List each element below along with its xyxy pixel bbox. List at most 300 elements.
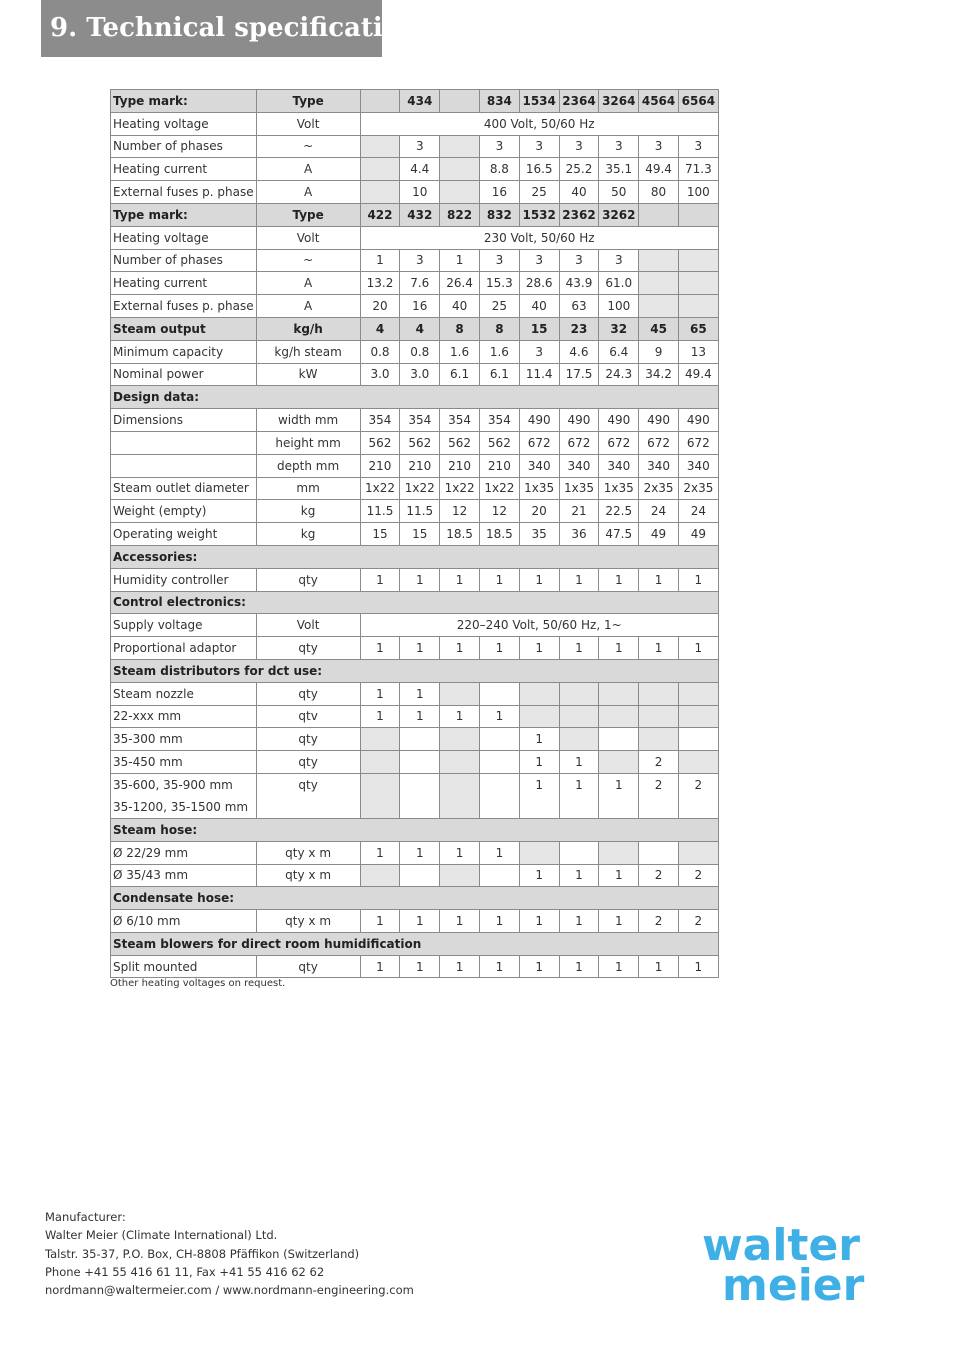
value-cell: 63 xyxy=(559,295,599,318)
value-cell: 1 xyxy=(479,568,519,591)
value-cell: 36 xyxy=(559,523,599,546)
value-cell: 28.6 xyxy=(519,272,559,295)
row-label: Number of phases xyxy=(111,135,257,158)
value-cell: 1 xyxy=(559,910,599,933)
row-unit: kW xyxy=(256,363,360,386)
value-cell: 822 xyxy=(440,203,480,226)
table-row xyxy=(111,841,719,864)
value-cell: 15.3 xyxy=(479,272,519,295)
value-cell: 1 xyxy=(479,705,519,728)
value-cell: 1 xyxy=(479,910,519,933)
value-cell xyxy=(599,705,639,728)
value-cell: 15 xyxy=(400,523,440,546)
value-cell: 35 xyxy=(519,523,559,546)
section-title: Steam blowers for direct room humidification xyxy=(111,932,719,955)
value-cell: 4.6 xyxy=(559,340,599,363)
value-cell: 1532 xyxy=(519,203,559,226)
value-cell: 354 xyxy=(360,409,400,432)
value-cell: 50 xyxy=(599,181,639,204)
value-cell: 1 xyxy=(519,864,559,887)
table-row xyxy=(111,773,719,818)
spanning-value: 230 Volt, 50/60 Hz xyxy=(360,226,718,249)
value-cell xyxy=(678,682,718,705)
value-cell: 672 xyxy=(519,431,559,454)
row-label: Steam output xyxy=(111,317,257,340)
value-cell xyxy=(639,295,679,318)
row-unit: kg xyxy=(256,500,360,523)
value-cell: 3 xyxy=(559,135,599,158)
row-label: Heating voltage xyxy=(111,226,257,249)
value-cell: 1x22 xyxy=(440,477,480,500)
footer-line: Talstr. 35-37, P.O. Box, CH-8808 Pfäffikon (Switzerland) xyxy=(45,1246,360,1261)
row-label: Supply voltage xyxy=(111,614,257,637)
section-header-row xyxy=(111,591,719,614)
value-cell: 4 xyxy=(360,317,400,340)
value-cell: 49.4 xyxy=(639,158,679,181)
value-cell: 672 xyxy=(599,431,639,454)
table-row xyxy=(111,363,719,386)
value-cell: 16 xyxy=(479,181,519,204)
value-cell: 3 xyxy=(599,249,639,272)
table-row xyxy=(111,523,719,546)
value-cell: 1 xyxy=(599,637,639,660)
row-label: Steam outlet diameter xyxy=(111,477,257,500)
value-cell: 1 xyxy=(360,637,400,660)
value-cell xyxy=(519,705,559,728)
value-cell: 490 xyxy=(678,409,718,432)
row-unit: depth mm xyxy=(256,454,360,477)
row-label: Operating weight xyxy=(111,523,257,546)
section-header-row xyxy=(111,887,719,910)
value-cell: 1x22 xyxy=(360,477,400,500)
value-cell: 1 xyxy=(440,955,480,978)
row-unit: qty xyxy=(256,751,360,774)
value-cell: 1 xyxy=(360,568,400,591)
row-label: Ø 22/29 mm xyxy=(111,841,257,864)
value-cell: 35.1 xyxy=(599,158,639,181)
row-label: Weight (empty) xyxy=(111,500,257,523)
value-cell xyxy=(440,864,480,887)
value-cell: 1x35 xyxy=(559,477,599,500)
table-row xyxy=(111,272,719,295)
row-label: Heating voltage xyxy=(111,112,257,135)
value-cell xyxy=(678,203,718,226)
value-cell xyxy=(360,158,400,181)
value-cell: 1 xyxy=(519,773,559,818)
value-cell: 24 xyxy=(678,500,718,523)
value-cell: 1 xyxy=(519,751,559,774)
value-cell xyxy=(440,773,480,818)
value-cell: 9 xyxy=(639,340,679,363)
table-row xyxy=(111,158,719,181)
value-cell: 40 xyxy=(559,181,599,204)
section-header-row xyxy=(111,818,719,841)
value-cell: 2364 xyxy=(559,90,599,113)
row-unit: height mm xyxy=(256,431,360,454)
value-cell: 1 xyxy=(519,955,559,978)
value-cell: 61.0 xyxy=(599,272,639,295)
value-cell: 16 xyxy=(400,295,440,318)
value-cell xyxy=(639,841,679,864)
value-cell xyxy=(360,728,400,751)
value-cell: 3264 xyxy=(599,90,639,113)
value-cell xyxy=(479,751,519,774)
value-cell: 45 xyxy=(639,317,679,340)
row-unit: qty xyxy=(256,955,360,978)
spec-table xyxy=(110,89,719,978)
row-unit: Volt xyxy=(256,226,360,249)
table-row xyxy=(111,431,719,454)
value-cell: 1 xyxy=(599,773,639,818)
footer-line: nordmann@waltermeier.com / www.nordmann-engineering.com xyxy=(45,1283,414,1298)
value-cell: 432 xyxy=(400,203,440,226)
value-cell: 49 xyxy=(678,523,718,546)
value-cell: 25.2 xyxy=(559,158,599,181)
table-row xyxy=(111,637,719,660)
table-row xyxy=(111,340,719,363)
value-cell: 1 xyxy=(678,637,718,660)
footer-line: Manufacturer: xyxy=(45,1210,126,1224)
value-cell: 434 xyxy=(400,90,440,113)
table-row xyxy=(111,955,719,978)
value-cell: 340 xyxy=(639,454,679,477)
row-unit: width mm xyxy=(256,409,360,432)
value-cell: 13.2 xyxy=(360,272,400,295)
value-cell: 1 xyxy=(559,773,599,818)
row-label: Number of phases xyxy=(111,249,257,272)
value-cell: 20 xyxy=(519,500,559,523)
table-row xyxy=(111,864,719,887)
value-cell: 1 xyxy=(559,751,599,774)
row-label-line: 35-600, 35-900 mm xyxy=(113,777,233,792)
value-cell xyxy=(559,682,599,705)
value-cell xyxy=(440,90,480,113)
row-label-line: 35-1200, 35-1500 mm xyxy=(113,799,249,814)
value-cell: 1x22 xyxy=(400,477,440,500)
value-cell xyxy=(678,841,718,864)
value-cell: 25 xyxy=(479,295,519,318)
value-cell: 210 xyxy=(479,454,519,477)
value-cell xyxy=(639,272,679,295)
value-cell: 1 xyxy=(639,637,679,660)
value-cell: 26.4 xyxy=(440,272,480,295)
value-cell: 340 xyxy=(678,454,718,477)
value-cell: 6.1 xyxy=(479,363,519,386)
value-cell: 20 xyxy=(360,295,400,318)
row-unit: Volt xyxy=(256,112,360,135)
value-cell: 4.4 xyxy=(400,158,440,181)
value-cell: 1 xyxy=(400,705,440,728)
value-cell: 3 xyxy=(559,249,599,272)
value-cell: 3 xyxy=(599,135,639,158)
value-cell: 340 xyxy=(519,454,559,477)
footnote: Other heating voltages on request. xyxy=(110,978,286,989)
value-cell: 3.0 xyxy=(400,363,440,386)
value-cell xyxy=(440,181,480,204)
value-cell: 562 xyxy=(360,431,400,454)
row-label xyxy=(111,454,257,477)
value-cell xyxy=(479,773,519,818)
value-cell: 1 xyxy=(440,841,480,864)
value-cell: 3 xyxy=(678,135,718,158)
value-cell xyxy=(479,682,519,705)
value-cell: 1 xyxy=(599,910,639,933)
row-label: Proportional adaptor xyxy=(111,637,257,660)
value-cell xyxy=(678,272,718,295)
value-cell: 3 xyxy=(400,249,440,272)
value-cell: 8 xyxy=(479,317,519,340)
value-cell xyxy=(479,728,519,751)
row-unit: qty xyxy=(256,637,360,660)
value-cell: 1 xyxy=(400,955,440,978)
value-cell: 1 xyxy=(519,728,559,751)
value-cell: 1 xyxy=(559,864,599,887)
value-cell: 490 xyxy=(599,409,639,432)
row-label: Minimum capacity xyxy=(111,340,257,363)
row-label: Heating current xyxy=(111,272,257,295)
row-unit: kg/h xyxy=(256,317,360,340)
value-cell: 1 xyxy=(639,568,679,591)
value-cell: 1 xyxy=(479,955,519,978)
row-label: Ø 35/43 mm xyxy=(111,864,257,887)
value-cell: 2x35 xyxy=(678,477,718,500)
row-unit: A xyxy=(256,158,360,181)
section-header-row xyxy=(111,932,719,955)
value-cell: 562 xyxy=(479,431,519,454)
value-cell: 1 xyxy=(639,955,679,978)
section-header-row xyxy=(111,545,719,568)
value-cell: 210 xyxy=(440,454,480,477)
type-header-row xyxy=(111,203,719,226)
value-cell xyxy=(440,682,480,705)
row-label: 35-450 mm xyxy=(111,751,257,774)
value-cell: 8 xyxy=(440,317,480,340)
value-cell: 340 xyxy=(559,454,599,477)
row-unit: qty xyxy=(256,773,360,818)
value-cell: 1 xyxy=(559,568,599,591)
value-cell: 4 xyxy=(400,317,440,340)
value-cell: 12 xyxy=(479,500,519,523)
value-cell xyxy=(360,135,400,158)
value-cell: 1.6 xyxy=(440,340,480,363)
table-row xyxy=(111,409,719,432)
value-cell xyxy=(360,864,400,887)
value-cell xyxy=(559,728,599,751)
value-cell: 1 xyxy=(360,910,400,933)
logo-line-1: walter xyxy=(702,1220,860,1271)
row-label: Nominal power xyxy=(111,363,257,386)
table-row xyxy=(111,910,719,933)
row-label xyxy=(111,431,257,454)
value-cell: 11.4 xyxy=(519,363,559,386)
table-row xyxy=(111,568,719,591)
value-cell: 1 xyxy=(599,568,639,591)
value-cell: 1 xyxy=(440,910,480,933)
value-cell: 18.5 xyxy=(440,523,480,546)
table-row xyxy=(111,249,719,272)
row-unit: kg xyxy=(256,523,360,546)
value-cell xyxy=(599,841,639,864)
value-cell: 1 xyxy=(400,910,440,933)
value-cell xyxy=(678,728,718,751)
value-cell xyxy=(360,90,400,113)
value-cell: 3 xyxy=(400,135,440,158)
value-cell: 3.0 xyxy=(360,363,400,386)
value-cell: 22.5 xyxy=(599,500,639,523)
value-cell xyxy=(559,705,599,728)
spanning-value: 400 Volt, 50/60 Hz xyxy=(360,112,718,135)
value-cell: 1 xyxy=(559,637,599,660)
table-row xyxy=(111,682,719,705)
value-cell: 17.5 xyxy=(559,363,599,386)
value-cell: 25 xyxy=(519,181,559,204)
value-cell: 6.4 xyxy=(599,340,639,363)
table-row xyxy=(111,705,719,728)
value-cell xyxy=(678,751,718,774)
value-cell: 340 xyxy=(599,454,639,477)
walter-meier-logo xyxy=(700,1220,890,1304)
value-cell: 7.6 xyxy=(400,272,440,295)
value-cell: 13 xyxy=(678,340,718,363)
value-cell: 1 xyxy=(360,955,400,978)
value-cell: 1x22 xyxy=(479,477,519,500)
row-label: Type mark: xyxy=(111,90,257,113)
type-header-row xyxy=(111,317,719,340)
row-label: Ø 6/10 mm xyxy=(111,910,257,933)
value-cell: 3 xyxy=(479,135,519,158)
row-label: External fuses p. phase xyxy=(111,181,257,204)
value-cell: 672 xyxy=(678,431,718,454)
page-title: 9. Technical specifications xyxy=(41,0,382,57)
value-cell: 354 xyxy=(440,409,480,432)
spanning-value: 220–240 Volt, 50/60 Hz, 1~ xyxy=(360,614,718,637)
value-cell: 2 xyxy=(678,773,718,818)
value-cell: 1 xyxy=(479,841,519,864)
value-cell: 490 xyxy=(559,409,599,432)
value-cell xyxy=(360,181,400,204)
section-title: Steam distributors for dct use: xyxy=(111,659,719,682)
value-cell: 15 xyxy=(519,317,559,340)
value-cell: 1 xyxy=(400,568,440,591)
value-cell: 4564 xyxy=(639,90,679,113)
row-unit: qty x m xyxy=(256,864,360,887)
value-cell xyxy=(599,682,639,705)
table-row xyxy=(111,112,719,135)
value-cell: 65 xyxy=(678,317,718,340)
section-title: Design data: xyxy=(111,386,719,409)
value-cell: 490 xyxy=(639,409,679,432)
value-cell: 834 xyxy=(479,90,519,113)
value-cell: 2 xyxy=(678,910,718,933)
value-cell: 2x35 xyxy=(639,477,679,500)
table-row xyxy=(111,181,719,204)
value-cell: 23 xyxy=(559,317,599,340)
value-cell: 1 xyxy=(400,841,440,864)
value-cell: 490 xyxy=(519,409,559,432)
table-row xyxy=(111,226,719,249)
value-cell: 2 xyxy=(639,864,679,887)
value-cell: 1 xyxy=(440,705,480,728)
value-cell xyxy=(639,705,679,728)
row-label: 35-300 mm xyxy=(111,728,257,751)
value-cell: 24 xyxy=(639,500,679,523)
value-cell xyxy=(360,751,400,774)
value-cell: 3 xyxy=(639,135,679,158)
value-cell: 1 xyxy=(440,568,480,591)
row-label: External fuses p. phase xyxy=(111,295,257,318)
value-cell: 1 xyxy=(599,955,639,978)
value-cell: 80 xyxy=(639,181,679,204)
row-unit: A xyxy=(256,272,360,295)
value-cell: 12 xyxy=(440,500,480,523)
value-cell: 49 xyxy=(639,523,679,546)
value-cell: 1x35 xyxy=(599,477,639,500)
value-cell xyxy=(639,249,679,272)
value-cell: 1 xyxy=(440,249,480,272)
row-label: Dimensions xyxy=(111,409,257,432)
value-cell: 11.5 xyxy=(360,500,400,523)
value-cell: 672 xyxy=(639,431,679,454)
value-cell: 49.4 xyxy=(678,363,718,386)
value-cell: 3 xyxy=(519,135,559,158)
value-cell: 43.9 xyxy=(559,272,599,295)
value-cell: 210 xyxy=(360,454,400,477)
value-cell: 3 xyxy=(519,340,559,363)
value-cell: 32 xyxy=(599,317,639,340)
row-label: 22-xxx mm xyxy=(111,705,257,728)
table-row xyxy=(111,751,719,774)
row-unit: Volt xyxy=(256,614,360,637)
section-header-row xyxy=(111,659,719,682)
row-unit: ~ xyxy=(256,249,360,272)
value-cell: 562 xyxy=(440,431,480,454)
value-cell: 1 xyxy=(400,637,440,660)
table-row xyxy=(111,500,719,523)
value-cell: 354 xyxy=(479,409,519,432)
row-unit: qty x m xyxy=(256,910,360,933)
value-cell xyxy=(678,249,718,272)
value-cell xyxy=(519,841,559,864)
value-cell: 2 xyxy=(678,864,718,887)
value-cell: 11.5 xyxy=(400,500,440,523)
row-unit: kg/h steam xyxy=(256,340,360,363)
footer-line: Walter Meier (Climate International) Ltd. xyxy=(45,1228,278,1243)
row-label xyxy=(111,773,257,818)
value-cell: 1 xyxy=(519,637,559,660)
row-unit: A xyxy=(256,181,360,204)
value-cell: 1 xyxy=(440,637,480,660)
table-row xyxy=(111,295,719,318)
value-cell xyxy=(559,841,599,864)
value-cell: 1 xyxy=(599,864,639,887)
value-cell: 47.5 xyxy=(599,523,639,546)
value-cell: 1 xyxy=(360,705,400,728)
value-cell xyxy=(400,728,440,751)
type-header-row xyxy=(111,90,719,113)
value-cell: 1 xyxy=(678,568,718,591)
value-cell: 2 xyxy=(639,751,679,774)
row-unit: ~ xyxy=(256,135,360,158)
value-cell xyxy=(599,751,639,774)
value-cell xyxy=(440,728,480,751)
value-cell: 8.8 xyxy=(479,158,519,181)
value-cell: 354 xyxy=(400,409,440,432)
value-cell: 6564 xyxy=(678,90,718,113)
table-row xyxy=(111,454,719,477)
value-cell xyxy=(678,705,718,728)
value-cell: 672 xyxy=(559,431,599,454)
value-cell: 3 xyxy=(519,249,559,272)
